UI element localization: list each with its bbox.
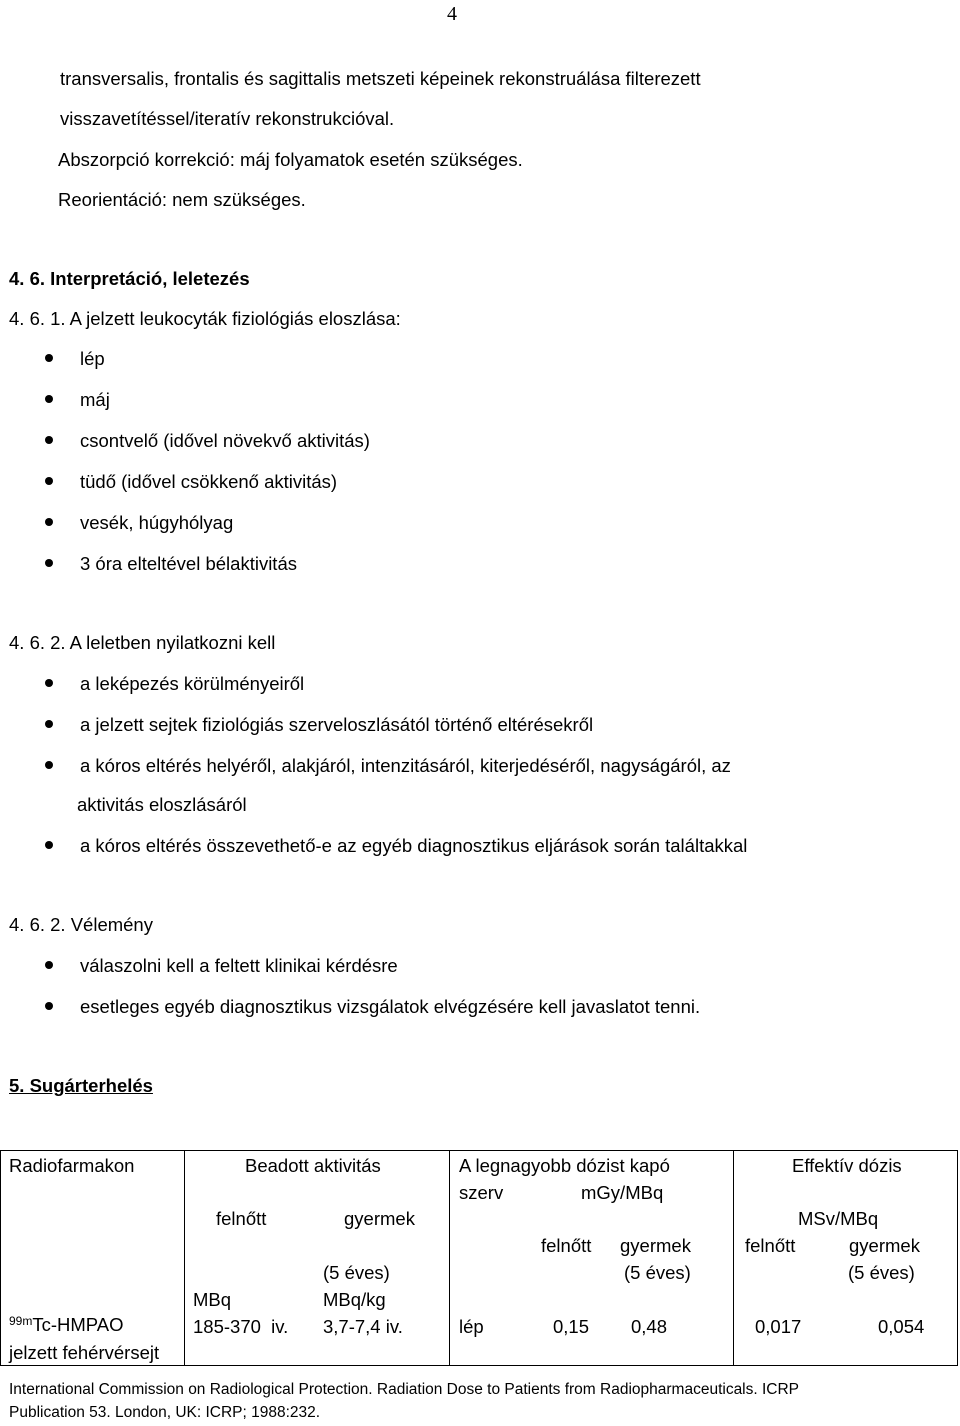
- table-border-left: [0, 1150, 1, 1366]
- bullet-icon: [45, 961, 53, 969]
- list-item: esetleges egyéb diagnosztikus vizsgálatok elvégzésére kell javaslatot tenni.: [80, 996, 701, 1017]
- table-cell-dose-child: 0,48: [631, 1316, 668, 1337]
- list-item: máj: [80, 389, 110, 410]
- table-cell-activity-adult: 185-370 iv.: [193, 1316, 289, 1337]
- table-header-gyermek: gyermek: [849, 1235, 920, 1256]
- intro-line-4: Reorientáció: nem szükséges.: [58, 189, 306, 210]
- table-unit-mbqkg: MBq/kg: [323, 1289, 386, 1310]
- table-col-divider: [733, 1150, 734, 1366]
- list-item: vesék, húgyhólyag: [80, 512, 234, 533]
- reference-line-2: Publication 53. London, UK: ICRP; 1988:232.: [9, 1404, 321, 1421]
- section-heading-5: 5. Sugárterhelés: [9, 1075, 153, 1096]
- list-item: a jelzett sejtek fiziológiás szerveloszlásától történő eltérésekről: [80, 714, 594, 735]
- radiation-dose-table: [0, 1150, 958, 1366]
- list-item: 3 óra elteltével bélaktivitás: [80, 553, 297, 574]
- bullet-icon: [45, 436, 53, 444]
- page-number: 4: [447, 3, 457, 25]
- table-header-beadott: Beadott aktivitás: [245, 1155, 381, 1176]
- table-unit-mbq: MBq: [193, 1289, 232, 1310]
- list-item: a kóros eltérés helyéről, alakjáról, intenzitásáról, kiterjedéséről, nagyságáról, az: [80, 755, 731, 776]
- table-border-top: [0, 1150, 958, 1151]
- section-heading-4-6-1: 4. 6. 1. A jelzett leukocyták fiziológiás eloszlása:: [9, 308, 401, 329]
- table-header-effektiv: Effektív dózis: [792, 1155, 902, 1176]
- list-item: tüdő (idővel csökkenő aktivitás): [80, 471, 338, 492]
- table-header-5eves: (5 éves): [323, 1262, 390, 1283]
- list-item-continuation: aktivitás eloszlásáról: [77, 794, 247, 815]
- bullet-icon: [45, 518, 53, 526]
- bullet-icon: [45, 1002, 53, 1010]
- table-cell-eff-child: 0,054: [878, 1316, 925, 1337]
- list-item: a leképezés körülményeiről: [80, 673, 305, 694]
- table-header-gyermek: gyermek: [344, 1208, 415, 1229]
- table-unit-msv: MSv/MBq: [798, 1208, 879, 1229]
- table-col-divider: [449, 1150, 450, 1366]
- section-heading-4-6: 4. 6. Interpretáció, leletezés: [9, 268, 250, 289]
- isotope-superscript: 99m: [9, 1314, 33, 1328]
- bullet-icon: [45, 354, 53, 362]
- table-cell-radiopharmaceutical: [9, 1314, 123, 1336]
- intro-line-3: Abszorpció korrekció: máj folyamatok esetén szükséges.: [58, 149, 523, 170]
- pharm-name: Tc-HMPAO: [32, 1314, 124, 1335]
- table-header-szerv: szerv: [459, 1182, 504, 1203]
- bullet-icon: [45, 720, 53, 728]
- list-item: a kóros eltérés összevethető-e az egyéb diagnosztikus eljárások során találtakkal: [80, 835, 748, 856]
- table-header-5eves: (5 éves): [624, 1262, 691, 1283]
- list-item: csontvelő (idővel növekvő aktivitás): [80, 430, 370, 451]
- table-cell-organ: lép: [459, 1316, 484, 1337]
- table-header-felnott: felnőtt: [745, 1235, 796, 1256]
- table-unit-mgy: mGy/MBq: [581, 1182, 664, 1203]
- table-border-right: [957, 1150, 958, 1366]
- table-header-felnott: felnőtt: [216, 1208, 267, 1229]
- bullet-icon: [45, 395, 53, 403]
- bullet-icon: [45, 679, 53, 687]
- section-heading-velemeny: 4. 6. 2. Vélemény: [9, 914, 153, 935]
- bullet-icon: [45, 559, 53, 567]
- bullet-icon: [45, 761, 53, 769]
- list-item: lép: [80, 348, 105, 369]
- table-cell-dose-adult: 0,15: [553, 1316, 590, 1337]
- intro-line-1: transversalis, frontalis és sagittalis metszeti képeinek rekonstruálása filterezett: [60, 68, 701, 89]
- table-header-legnagyobb: A legnagyobb dózist kapó: [459, 1155, 670, 1176]
- bullet-icon: [45, 841, 53, 849]
- table-cell-eff-adult: 0,017: [755, 1316, 802, 1337]
- table-cell-pharm-line2: jelzett fehérvérsejt: [9, 1342, 160, 1363]
- table-header-radiofarmakon: Radiofarmakon: [9, 1155, 135, 1176]
- bullet-icon: [45, 477, 53, 485]
- list-item: válaszolni kell a feltett klinikai kérdésre: [80, 955, 398, 976]
- table-header-5eves: (5 éves): [848, 1262, 915, 1283]
- table-cell-activity-child: 3,7-7,4 iv.: [323, 1316, 403, 1337]
- section-heading-4-6-2: 4. 6. 2. A leletben nyilatkozni kell: [9, 632, 276, 653]
- table-header-gyermek: gyermek: [620, 1235, 691, 1256]
- intro-line-2: visszavetítéssel/iteratív rekonstrukcióval.: [60, 108, 395, 129]
- reference-line-1: International Commission on Radiological Protection. Radiation Dose to Patients from Radiopharmaceuticals. ICRP: [9, 1381, 800, 1398]
- table-border-bottom: [0, 1365, 958, 1366]
- table-col-divider: [184, 1150, 185, 1366]
- table-header-felnott: felnőtt: [541, 1235, 592, 1256]
